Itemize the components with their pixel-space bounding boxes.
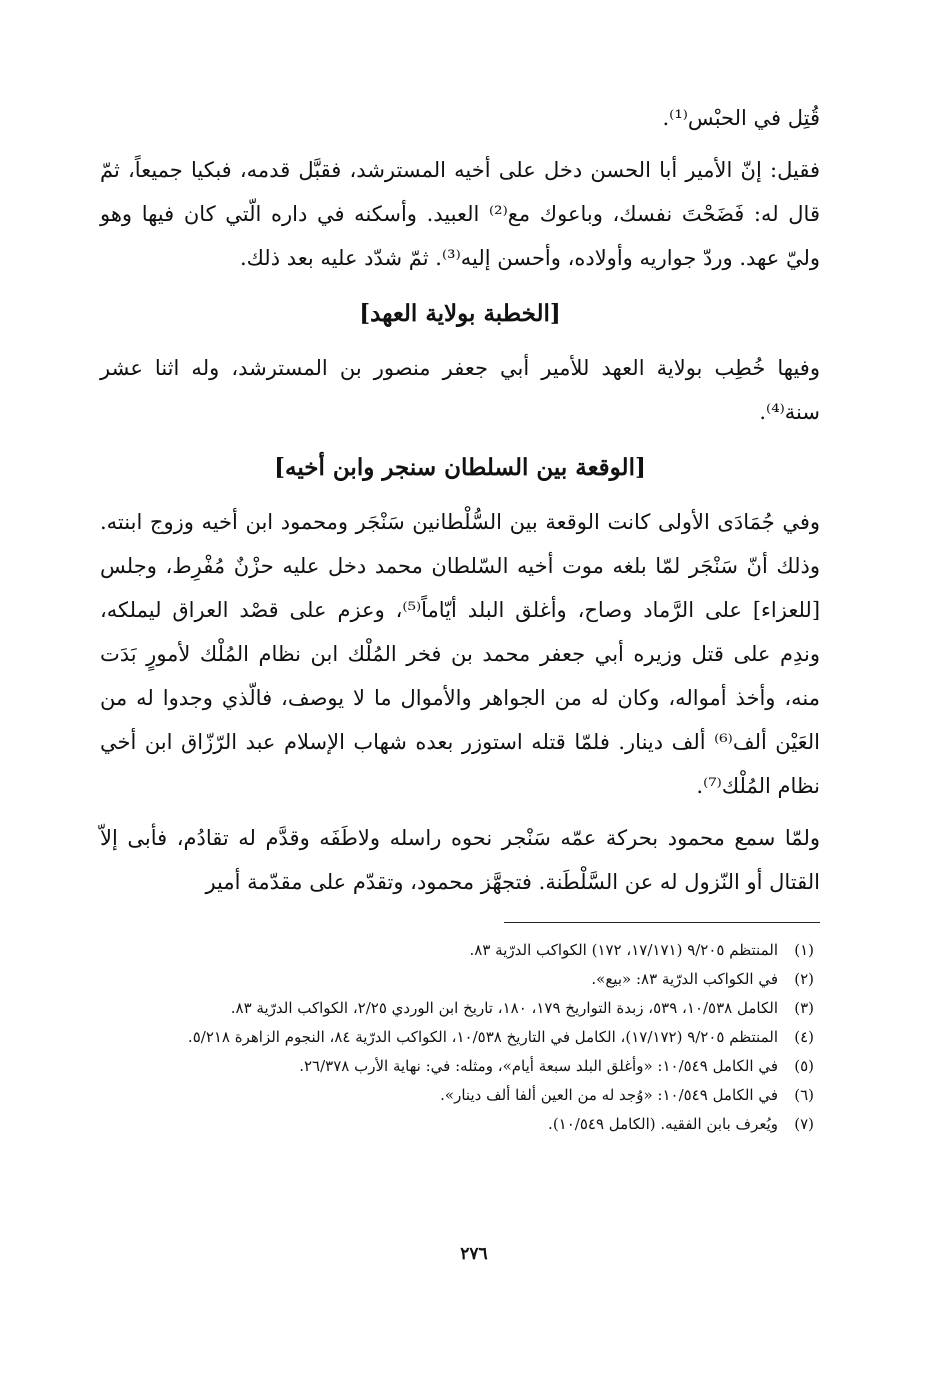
footnote: [100, 1023, 820, 1052]
footnote-number: (٥): [794, 1057, 814, 1075]
footnote-text: في الكامل ١٠/٥٤٩: «وُجد له من العين ألفا ألف دينار».: [440, 1086, 778, 1104]
footnote-number: (٢): [794, 970, 814, 988]
footnote: [100, 936, 820, 965]
page-number: ٢٧٦: [460, 1244, 488, 1264]
footnote-number: (٦): [794, 1086, 814, 1104]
paragraph: ولمّا سمع محمود بحركة عمّه سَنْجر نحوه راسله ولاطَفَه وقدَّم له تقادُم، فأبى إلاّ القتال أو النّزول له عن السَّلْطَنة. فتجهَّز محمود، وتقدّم على مقدّمة أمير: [100, 826, 820, 894]
footnote: [100, 1081, 820, 1110]
footnote: [100, 1110, 820, 1139]
footnote-text: في الكواكب الدرّية ٨٣: «بيع».: [591, 970, 778, 988]
footnote-text: المنتظم ٩/٢٠٥ (١٧/١٧١، ١٧٢) الكواكب الدرّية ٨٣.: [469, 941, 778, 959]
paragraph: فقيل: إنّ الأمير أبا الحسن دخل على أخيه المسترشد، فقبَّل قدمه، فبكيا جميعاً، ثمّ قال له: فَضَحْتَ نفسك، وباعوك مع⁽²⁾ العبيد. وأسكنه في داره الّتي كان فيها وهو وليّ عهد. وردّ جواريه وأولاده، وأحسن إليه⁽³⁾. ثمّ شدّد عليه بعد ذلك.: [100, 158, 820, 270]
main-text: [100, 96, 820, 904]
footnote-number: (١): [794, 941, 814, 959]
paragraph: وفي جُمَادَى الأولى كانت الوقعة بين السُّلْطانين سَنْجَر ومحمود ابن أخيه وزوج ابنته. وذلك أنّ سَنْجَر لمّا بلغه موت أخيه السّلطان محمد دخل عليه حزْنٌ مُفْرِط، وجلس [للعزاء] على الرَّماد وصاح، وأغلق البلد أيّاماً⁽⁵⁾، وعزم على قصْد العراق ليملكه، وندِم على قتل وزيره أبي جعفر محمد بن فخر المُلْك ابن نظام المُلْك لأمورٍ بَدَت منه، وأخذ أمواله، وكان له من الجواهر والأموال ما لا يوصف، فالّذي وجدوا له من العَيْن ألف⁽⁶⁾ ألف دينار. فلمّا قتله استوزر بعده شهاب الإسلام عبد الرّزّاق ابن أخي نظام المُلْك⁽⁷⁾.: [100, 510, 821, 798]
footnote-text: الكامل ١٠/٥٣٨، ٥٣٩، زبدة التواريخ ١٧٩، ١٨٠، تاريخ ابن الوردي ٢/٢٥، الكواكب الدرّية ٨٣.: [230, 999, 778, 1017]
footnote-number: (٤): [794, 1028, 814, 1046]
section-heading: [الوقعة بين السلطان سنجر وابن أخيه]: [274, 454, 646, 481]
paragraph: وفيها خُطِب بولاية العهد للأمير أبي جعفر منصور بن المسترشد، وله اثنا عشر سنة⁽⁴⁾.: [100, 356, 820, 424]
footnote-number: (٣): [794, 999, 814, 1017]
section-heading: [الخطبة بولاية العهد]: [359, 300, 561, 327]
paragraph: قُتِل في الحبْس⁽¹⁾.: [662, 106, 820, 130]
footnotes-list: [100, 936, 820, 1139]
footnote: [100, 994, 820, 1023]
footnote-text: المنتظم ٩/٢٠٥ (١٧/١٧٢)، الكامل في التاريخ ١٠/٥٣٨، الكواكب الدرّية ٨٤، النجوم الزاهرة ٥/٢١٨.: [187, 1028, 778, 1046]
footnote: [100, 1052, 820, 1081]
footnote-divider: [504, 922, 820, 923]
footnote: [100, 965, 820, 994]
footnote-text: في الكامل ١٠/٥٤٩: «وأغلق البلد سبعة أيام»، ومثله: في: نهاية الأرب ٢٦/٣٧٨.: [299, 1057, 778, 1075]
footnote-number: (٧): [794, 1115, 814, 1133]
footnote-text: ويُعرف بابن الفقيه. (الكامل ١٠/٥٤٩).: [548, 1115, 778, 1133]
